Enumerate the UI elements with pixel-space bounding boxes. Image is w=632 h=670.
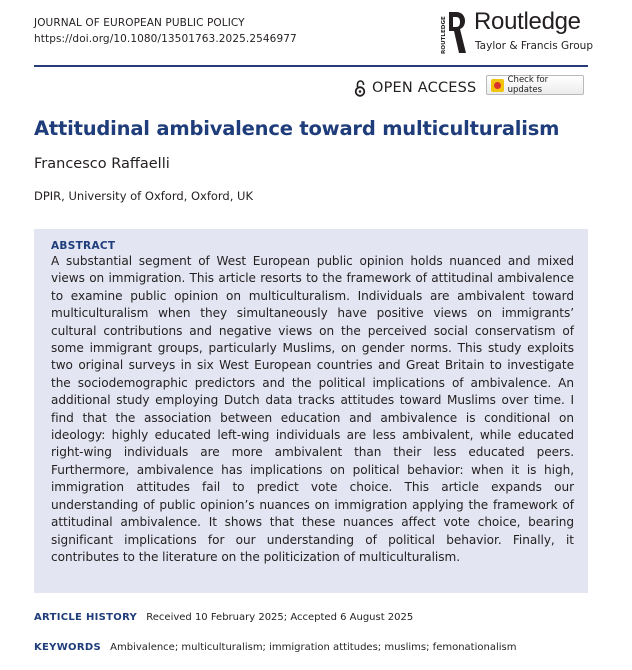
author-affiliation: DPIR, University of Oxford, Oxford, UK [34, 189, 254, 203]
publisher-name: Routledge [474, 8, 581, 35]
open-access-label: OPEN ACCESS [372, 80, 477, 96]
keywords-label: KEYWORDS [34, 642, 101, 653]
logo-vertical-text: ROUTLEDGE [441, 16, 447, 54]
abstract-heading: ABSTRACT [51, 240, 116, 252]
author-name[interactable]: Francesco Raffaelli [34, 156, 170, 172]
crossmark-icon [491, 79, 504, 92]
header-divider [34, 65, 588, 67]
publisher-logo[interactable] [436, 8, 616, 58]
routledge-logo-icon [438, 10, 466, 56]
article-title: Attitudinal ambivalence toward multiculturalism [34, 117, 560, 140]
publisher-subtitle: Taylor & Francis Group [475, 40, 593, 52]
open-access-lock-icon [354, 79, 366, 97]
doi-link[interactable]: https://doi.org/10.1080/13501763.2025.2546977 [34, 33, 297, 45]
keywords [34, 642, 516, 653]
abstract-box [34, 229, 588, 593]
article-history-label: ARTICLE HISTORY [34, 612, 138, 623]
article-history-dates: Received 10 February 2025; Accepted 6 August 2025 [146, 612, 414, 623]
article-history [34, 612, 413, 623]
open-access-badge [354, 79, 476, 97]
journal-name: JOURNAL OF EUROPEAN PUBLIC POLICY [34, 17, 245, 29]
check-for-updates-button[interactable] [486, 75, 584, 95]
abstract-text: A substantial segment of West European public opinion holds nuanced and mixed views on immigration. This article resorts to the framework of attitudinal ambivalence to examine public opinion on multiculturalism. Individuals are ambivalent toward multiculturalism when they simultaneously have positive views on immigrants’ cultural contributions and negative views on the perceived social conservatism of some immigrant groups, particularly Muslims, on gender norms. This study exploits two original surveys in six West European countries and Great Britain to investigate the sociodemographic predictors and the political implications of ambivalence. An additional study employing Dutch data tracks attitudes toward Muslims over time. I find that the association between education and ambivalence is conditional on ideology: highly educated left-wing individuals are less ambivalent, while educated right-wing individuals are more ambivalent than their less educated peers. Furthermore, ambivalence has implications on political behavior: when it is high, immigration attitudes fail to predict vote choice. This article expands our understanding of public opinion’s nuances on immigration applying the framework of attitudinal ambivalence. It shows that these nuances affect vote choice, bearing significant implications for our understanding of political behavior. Finally, it contributes to the literature on the politicization of multiculturalism. [51, 254, 574, 564]
check-for-updates-label: Check for updates [507, 75, 549, 95]
journal-header [34, 15, 297, 47]
keywords-list: Ambivalence; multiculturalism; immigration attitudes; muslims; femonationalism [110, 642, 517, 653]
